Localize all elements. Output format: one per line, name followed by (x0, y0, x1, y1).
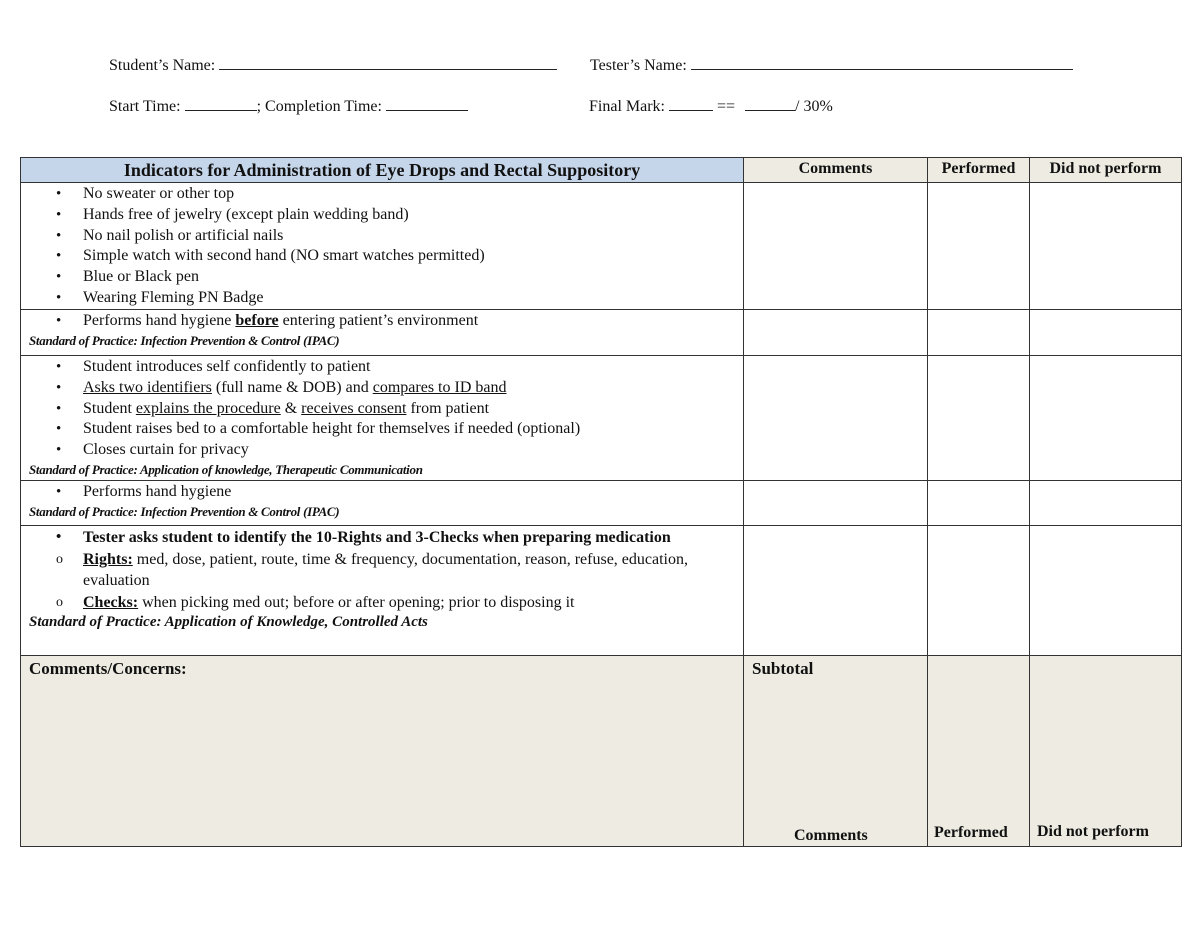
comments-cell[interactable] (744, 481, 928, 526)
did-not-perform-cell[interactable] (1030, 481, 1182, 526)
indicator-cell (21, 183, 744, 310)
table-row (21, 310, 1182, 356)
comments-footer-label: Comments (794, 827, 868, 844)
final-mark-field (589, 97, 833, 116)
tester-name-label: Tester’s Name: (590, 57, 687, 74)
table-row (21, 526, 1182, 656)
indicator-cell (21, 356, 744, 481)
comments-cell[interactable] (744, 356, 928, 481)
performed-subtotal-cell[interactable] (928, 656, 1030, 847)
list-item: • Student explains the procedure & receives consent from patient (83, 399, 743, 420)
comments-cell[interactable] (744, 526, 928, 656)
did-not-perform-cell[interactable] (1030, 356, 1182, 481)
tester-name-field[interactable] (590, 56, 1073, 75)
final-mark-equals: == (717, 98, 736, 115)
indicator-cell (21, 310, 744, 356)
comments-cell[interactable] (744, 310, 928, 356)
list-item: • Simple watch with second hand (NO smart watches permitted) (83, 246, 743, 267)
standard-of-practice: Standard of Practice: Infection Prevention & Control (IPAC) (29, 503, 340, 519)
performed-cell[interactable] (928, 183, 1030, 310)
did-not-perform-cell[interactable] (1030, 526, 1182, 656)
standard-of-practice: Standard of Practice: Application of Knowledge, Controlled Acts (29, 614, 428, 630)
did-not-perform-cell[interactable] (1030, 310, 1182, 356)
comments-concerns-cell[interactable] (21, 656, 744, 847)
table-row (21, 183, 1182, 310)
list-item: • Wearing Fleming PN Badge (83, 288, 743, 309)
list-item: • Hands free of jewelry (except plain wedding band) (83, 205, 743, 226)
list-item: • Student raises bed to a comfortable height for themselves if needed (optional) (83, 419, 743, 440)
student-name-blank[interactable] (219, 56, 557, 70)
did-not-perform-footer-label: Did not perform (1037, 823, 1149, 840)
tester-name-blank[interactable] (691, 56, 1073, 70)
checks-item: o Checks: when picking med out; before or after opening; prior to disposing it (83, 592, 703, 614)
list-item: • Performs hand hygiene before entering patient’s environment (83, 311, 743, 332)
start-time-label: Start Time: (109, 98, 181, 115)
subtotal-cell (744, 656, 928, 847)
standard-of-practice: Standard of Practice: Application of knowledge, Therapeutic Communication (29, 461, 423, 477)
footer-row (21, 656, 1182, 847)
indicators-column-header: Indicators for Administration of Eye Drops and Rectal Suppository (21, 158, 744, 183)
completion-time-blank[interactable] (386, 97, 468, 111)
subtotal-label: Subtotal (752, 659, 814, 678)
rights-item: o Rights: med, dose, patient, route, time & frequency, documentation, reason, refuse, education, evaluation (83, 549, 703, 592)
did-not-perform-cell[interactable] (1030, 183, 1182, 310)
comments-column-header: Comments (744, 158, 928, 183)
completion-time-label: ; Completion Time: (256, 98, 382, 115)
list-item: • Tester asks student to identify the 10-Rights and 3-Checks when preparing medication (83, 527, 703, 549)
list-item: • Asks two identifiers (full name & DOB) and compares to ID band (83, 378, 743, 399)
performed-cell[interactable] (928, 526, 1030, 656)
evaluation-table (20, 157, 1182, 847)
comments-concerns-label: Comments/Concerns: (29, 659, 187, 678)
did-not-perform-column-header: Did not perform (1030, 158, 1182, 183)
list-item: • Performs hand hygiene (83, 482, 743, 503)
list-item: • Closes curtain for privacy (83, 440, 743, 461)
table-row (21, 356, 1182, 481)
list-item: • No sweater or other top (83, 184, 743, 205)
indicator-cell (21, 481, 744, 526)
performed-footer-label: Performed (934, 824, 1008, 841)
start-time-blank[interactable] (185, 97, 257, 111)
list-item: • No nail polish or artificial nails (83, 226, 743, 247)
standard-of-practice: Standard of Practice: Infection Prevention & Control (IPAC) (29, 332, 340, 348)
indicator-cell (21, 526, 744, 656)
list-item: • Student introduces self confidently to patient (83, 357, 743, 378)
final-mark-total: / 30% (795, 98, 833, 115)
final-mark-label: Final Mark: (589, 98, 665, 115)
final-mark-blank[interactable] (669, 97, 713, 111)
list-item: • Blue or Black pen (83, 267, 743, 288)
final-mark-score-blank[interactable] (745, 97, 795, 111)
performed-cell[interactable] (928, 481, 1030, 526)
performed-cell[interactable] (928, 310, 1030, 356)
table-header-row (21, 158, 1182, 183)
table-row (21, 481, 1182, 526)
student-name-label: Student’s Name: (109, 57, 216, 74)
performed-cell[interactable] (928, 356, 1030, 481)
dress-code-list (21, 184, 743, 309)
comments-cell[interactable] (744, 183, 928, 310)
student-name-field[interactable] (109, 56, 557, 75)
performed-column-header: Performed (928, 158, 1030, 183)
did-not-perform-subtotal-cell[interactable] (1030, 656, 1182, 847)
time-fields (109, 97, 468, 116)
